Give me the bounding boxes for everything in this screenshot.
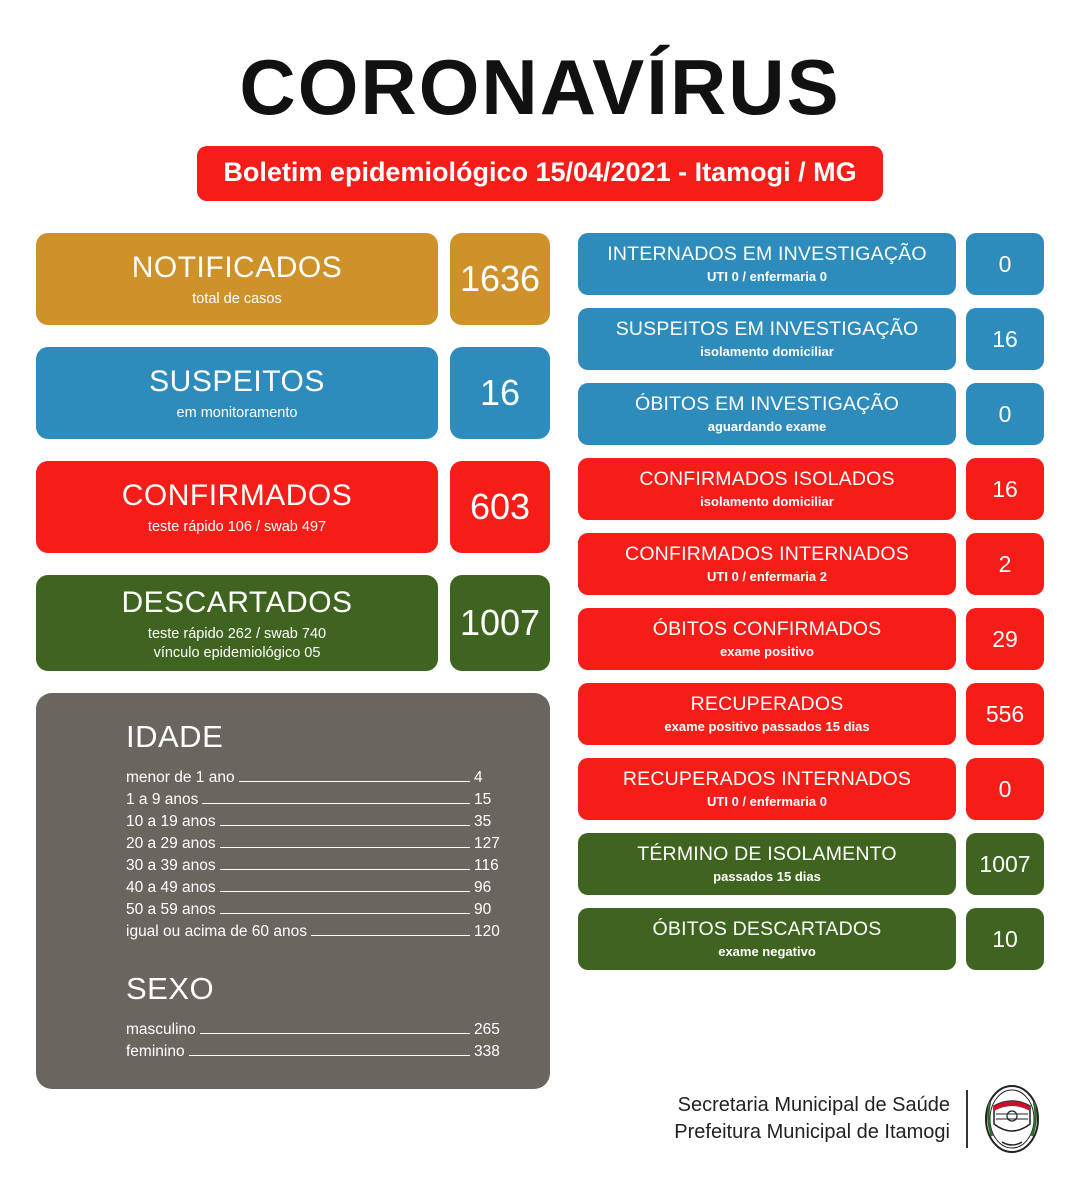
detail-card-obitos-investigacao xyxy=(578,383,1044,445)
age-row-label: 30 a 39 anos xyxy=(126,857,216,874)
detail-card-value: 16 xyxy=(966,458,1044,520)
detail-card-subtitle: isolamento domiciliar xyxy=(700,343,834,359)
detail-card-confirmados-internados xyxy=(578,533,1044,595)
main-card-suspeitos-title: SUSPEITOS xyxy=(149,365,325,399)
leader-dots xyxy=(189,1055,470,1056)
detail-card-termino-isolamento xyxy=(578,833,1044,895)
detail-card-value: 0 xyxy=(966,233,1044,295)
sex-section-title: SEXO xyxy=(126,971,215,1006)
detail-card-subtitle: UTI 0 / enfermaria 2 xyxy=(707,568,827,584)
detail-card-label xyxy=(578,458,956,520)
main-card-suspeitos-label xyxy=(36,347,438,439)
age-row-value: 116 xyxy=(474,857,499,874)
detail-card-subtitle: exame positivo passados 15 dias xyxy=(664,718,870,734)
sex-row-value: 265 xyxy=(474,1021,500,1038)
main-card-descartados xyxy=(36,575,550,671)
detail-card-value: 16 xyxy=(966,308,1044,370)
age-row-value: 4 xyxy=(474,769,483,786)
main-card-descartados-subtitle-line2: vínculo epidemiológico 05 xyxy=(153,644,321,661)
sex-row-label: masculino xyxy=(126,1021,196,1038)
detail-card-value: 2 xyxy=(966,533,1044,595)
age-row-value: 90 xyxy=(474,901,492,918)
leader-dots xyxy=(202,803,470,804)
age-row-value: 120 xyxy=(474,923,500,940)
detail-card-title: TÉRMINO DE ISOLAMENTO xyxy=(637,843,897,866)
age-row xyxy=(126,877,520,899)
city-crest-icon xyxy=(984,1084,1040,1154)
detail-card-label xyxy=(578,533,956,595)
bulletin-subtitle: Boletim epidemiológico 15/04/2021 - Itamogi / MG xyxy=(197,146,882,201)
detail-card-obitos-descartados xyxy=(578,908,1044,970)
detail-card-label xyxy=(578,608,956,670)
age-row xyxy=(126,833,520,855)
leader-dots xyxy=(200,1033,470,1034)
leader-dots xyxy=(220,825,470,826)
age-row-value: 96 xyxy=(474,879,492,896)
detail-card-subtitle: exame negativo xyxy=(718,943,816,959)
age-row-label: 1 a 9 anos xyxy=(126,791,199,808)
age-row xyxy=(126,921,520,943)
age-section-title: IDADE xyxy=(126,719,224,754)
main-card-confirmados xyxy=(36,461,550,553)
detail-card-label xyxy=(578,683,956,745)
detail-card-title: RECUPERADOS INTERNADOS xyxy=(622,768,912,791)
detail-card-label xyxy=(578,233,956,295)
detail-card-label xyxy=(578,908,956,970)
detail-card-subtitle: UTI 0 / enfermaria 0 xyxy=(707,793,827,809)
main-card-suspeitos xyxy=(36,347,550,439)
detail-card-suspeitos-investigacao xyxy=(578,308,1044,370)
sex-row xyxy=(126,1041,520,1063)
detail-card-value: 10 xyxy=(966,908,1044,970)
detail-card-recuperados-internados xyxy=(578,758,1044,820)
footer-divider xyxy=(966,1090,968,1148)
age-row xyxy=(126,899,520,921)
main-card-suspeitos-value: 16 xyxy=(450,347,550,439)
main-card-notificados-subtitle: total de casos xyxy=(192,291,282,308)
detail-card-label xyxy=(578,833,956,895)
detail-card-internados-investigacao xyxy=(578,233,1044,295)
main-card-notificados-label xyxy=(36,233,438,325)
detail-card-subtitle: passados 15 dias xyxy=(713,868,821,884)
main-card-descartados-title: DESCARTADOS xyxy=(121,586,353,620)
detail-card-obitos-confirmados xyxy=(578,608,1044,670)
age-row-label: 10 a 19 anos xyxy=(126,813,216,830)
footer-line-2: Prefeitura Municipal de Itamogi xyxy=(674,1121,950,1143)
detail-card-title: CONFIRMADOS ISOLADOS xyxy=(639,468,895,491)
main-card-confirmados-label xyxy=(36,461,438,553)
detail-card-confirmados-isolados xyxy=(578,458,1044,520)
detail-card-value: 556 xyxy=(966,683,1044,745)
main-card-descartados-value: 1007 xyxy=(450,575,550,671)
age-row-label: igual ou acima de 60 anos xyxy=(126,923,307,940)
age-row-value: 15 xyxy=(474,791,492,808)
main-card-confirmados-title: CONFIRMADOS xyxy=(121,479,353,513)
detail-card-label xyxy=(578,308,956,370)
detail-card-subtitle: exame positivo xyxy=(720,643,814,659)
main-card-descartados-subtitle-line1: teste rápido 262 / swab 740 xyxy=(147,626,327,643)
detail-card-value: 29 xyxy=(966,608,1044,670)
detail-card-title: ÓBITOS EM INVESTIGAÇÃO xyxy=(634,393,900,416)
detail-card-value: 0 xyxy=(966,758,1044,820)
detail-card-value: 0 xyxy=(966,383,1044,445)
age-row-value: 35 xyxy=(474,813,492,830)
sex-row xyxy=(126,1019,520,1041)
detail-card-label xyxy=(578,758,956,820)
detail-card-subtitle: isolamento domiciliar xyxy=(700,493,834,509)
leader-dots xyxy=(220,913,470,914)
leader-dots xyxy=(239,781,470,782)
main-card-confirmados-subtitle: teste rápido 106 / swab 497 xyxy=(147,519,327,536)
footer-line-1: Secretaria Municipal de Saúde xyxy=(677,1094,950,1116)
detail-cards-column xyxy=(578,233,1044,1089)
age-row-label: menor de 1 ano xyxy=(126,769,235,786)
detail-card-title: ÓBITOS DESCARTADOS xyxy=(652,918,882,941)
main-card-notificados-value: 1636 xyxy=(450,233,550,325)
age-row-label: 40 a 49 anos xyxy=(126,879,216,896)
age-row xyxy=(126,789,520,811)
age-row xyxy=(126,811,520,833)
main-card-notificados xyxy=(36,233,550,325)
age-row-value: 127 xyxy=(474,835,500,852)
age-row-label: 20 a 29 anos xyxy=(126,835,216,852)
age-row-label: 50 a 59 anos xyxy=(126,901,216,918)
leader-dots xyxy=(220,847,470,848)
demographics-panel xyxy=(36,693,550,1089)
detail-card-title: ÓBITOS CONFIRMADOS xyxy=(652,618,882,641)
detail-card-title: SUSPEITOS EM INVESTIGAÇÃO xyxy=(615,318,919,341)
detail-card-subtitle: aguardando exame xyxy=(707,418,827,434)
leader-dots xyxy=(220,891,470,892)
subtitle-container xyxy=(0,146,1080,201)
detail-card-value: 1007 xyxy=(966,833,1044,895)
detail-card-title: INTERNADOS EM INVESTIGAÇÃO xyxy=(607,243,927,266)
age-row xyxy=(126,767,520,789)
main-card-notificados-title: NOTIFICADOS xyxy=(131,251,343,285)
page-title: CORONAVÍRUS xyxy=(239,43,841,131)
footer-text xyxy=(674,1092,950,1146)
sex-row-value: 338 xyxy=(474,1043,500,1060)
leader-dots xyxy=(311,935,470,936)
detail-card-recuperados xyxy=(578,683,1044,745)
age-row xyxy=(126,855,520,877)
main-card-confirmados-value: 603 xyxy=(450,461,550,553)
detail-card-title: CONFIRMADOS INTERNADOS xyxy=(625,543,909,566)
main-cards-column xyxy=(36,233,550,1089)
sex-row-label: feminino xyxy=(126,1043,185,1060)
main-card-descartados-label xyxy=(36,575,438,671)
detail-card-title: RECUPERADOS xyxy=(690,693,844,716)
detail-card-label xyxy=(578,383,956,445)
main-card-suspeitos-subtitle: em monitoramento xyxy=(176,405,298,422)
detail-card-subtitle: UTI 0 / enfermaria 0 xyxy=(707,268,827,284)
leader-dots xyxy=(220,869,470,870)
content-columns xyxy=(0,233,1080,1089)
footer xyxy=(674,1084,1040,1154)
